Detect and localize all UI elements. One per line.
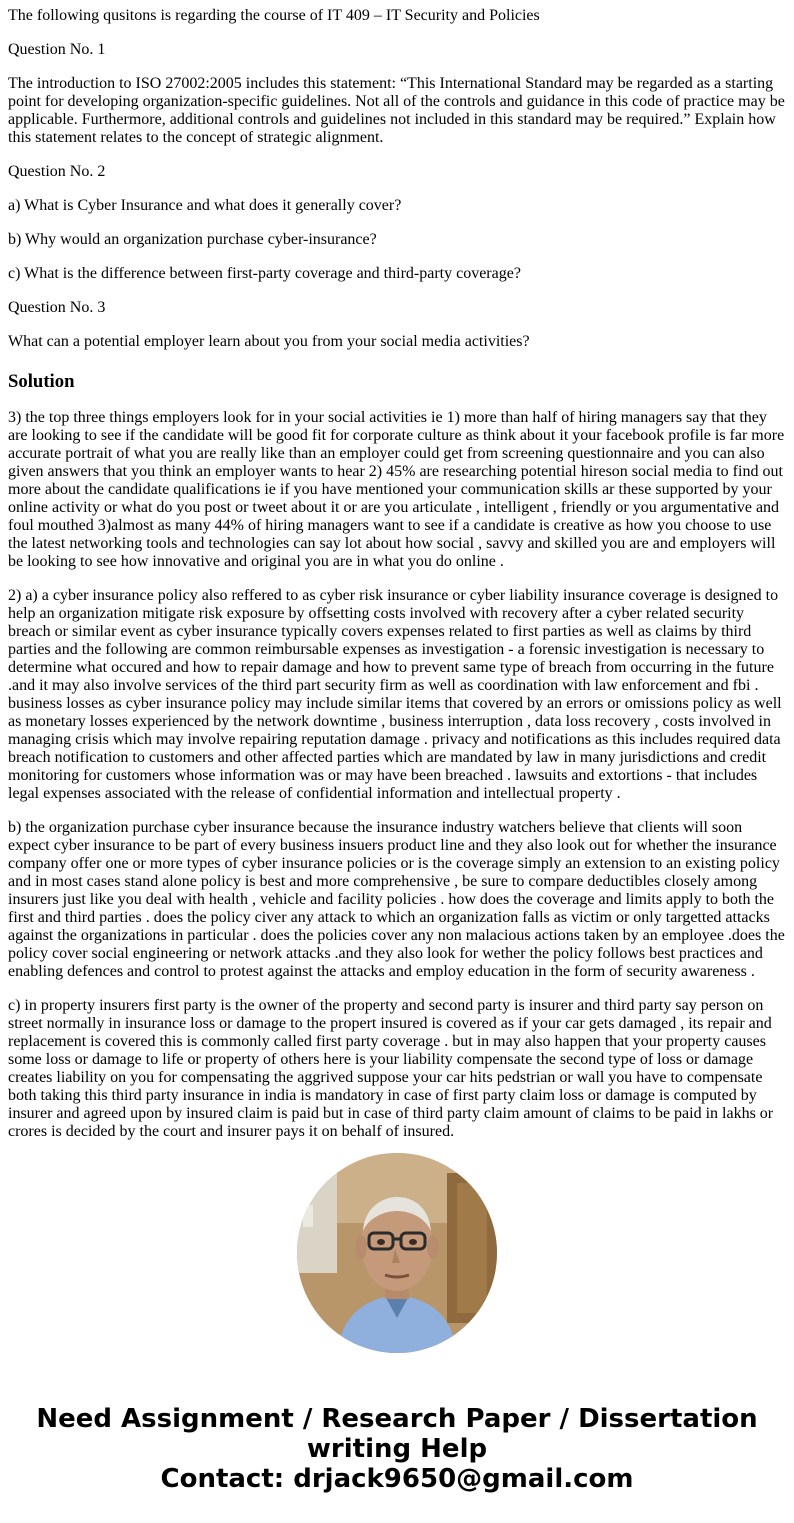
question-3-heading: Question No. 3: [8, 299, 106, 316]
solution-paragraph-4: c) in property insurers first party is the owner of the property and second party is insurer and third party say person on street normally in insurance loss or damage to the propert insured is covered as if your car gets damaged , its repair and replacement is covered this is commonly called first party coverage . but in may also happen that your property causes some loss or damage to life or property of others here is your liability compensate the second type of loss or damage creates liability on you for compensating the aggrived suppose your car hits pedstrian or wall you have to compensate both taking this third party insurance in india is mandatory in case of first party claim loss or damage is computed by insurer and agreed upon by insured claim is paid but in case of third party claim amount of claims to be paid in lakhs or crores is decided by the court and insurer pays it on behalf of insured.: [8, 997, 774, 1140]
question-2b: b) Why would an organization purchase cyber-insurance?: [8, 231, 377, 248]
solution-heading: Solution: [8, 371, 75, 392]
question-3-text: What can a potential employer learn about you from your social media activities?: [8, 333, 530, 350]
solution-paragraph-1: 3) the top three things employers look for in your social activities ie 1) more than half of hiring managers say that they are looking to see if the candidate will be good fit for corporate culture as think about it your facebook profile is far more accurate portrait of what you are really like than an employer could get from screening questionnaire and you can also given answers that you think an employer wants to hear 2) 45% are researching potential hireson social media to find out more about the candidate qualifications ie if you have mentioned your communication skills ar these supported by your online activity or what do you post or tweet about it or are you articulate , intelligent , friendly or you argumentative and foul mouthed 3)almost as many 44% of hiring managers want to see if a candidate is creative as how you choose to use the latest networking tools and technologies can say lot about how social , savvy and skilled you are and employers will be looking to see how innovative and original you are in what you do online .: [8, 409, 785, 570]
question-2-heading: Question No. 2: [8, 163, 106, 180]
question-2c: c) What is the difference between first-party coverage and third-party coverage?: [8, 265, 521, 282]
document-body: [8, 0, 786, 1337]
solution-paragraph-3: b) the organization purchase cyber insurance because the insurance industry watchers believe that clients will soon expect cyber insurance to be part of every business insuers product line and they also look out for whether the insurance company offer one or more types of cyber insurance policies or is the coverage simply an extension to an existing policy and in most cases stand alone policy is best and more comprehensive , be sure to compare deductibles closely among insurers just like you deal with health , vehicle and facility policies . how does the coverage and limits apply to both the first and third parties . does the policy civer any attack to which an organization falls as victim or only targetted attacks against the organizations in particular . does the policies cover any non malacious actions taken by an employee .does the policy cover social engineering or network attacks .and they also look for wether the policy follows best practices and enabling defences and control to protest against the attacks and employ education in the form of security awareness .: [8, 819, 785, 980]
question-1-heading: Question No. 1: [8, 41, 106, 58]
avatar-portrait-image: [297, 1153, 497, 1353]
footer-line-1: Need Assignment / Research Paper / Dissertation: [36, 1404, 758, 1434]
author-avatar: [297, 1153, 497, 1353]
question-2a: a) What is Cyber Insurance and what does it generally cover?: [8, 197, 402, 214]
course-intro: The following qusitons is regarding the course of IT 409 – IT Security and Policies: [8, 7, 540, 24]
footer-contact-banner: [0, 1404, 794, 1494]
question-1-text: The introduction to ISO 27002:2005 includes this statement: “This International Standard may be regarded as a starting point for developing organization-specific guidelines. Not all of the controls and guidance in this code of practice may be applicable. Furthermore, additional controls and guidelines not included in this standard may be required.” Explain how this statement relates to the concept of strategic alignment.: [8, 75, 785, 146]
footer-line-2: writing Help: [306, 1434, 488, 1464]
solution-paragraph-2: 2) a) a cyber insurance policy also reffered to as cyber risk insurance or cyber liability insurance coverage is designed to help an organization mitigate risk exposure by offsetting costs involved with recovery after a cyber related security breach or similar event as cyber insurance typically covers expenses related to first parties as well as claims by third parties and the following are common reimbursable expenses as investigation - a forensic investigation is necessary to determine what occured and how to repair damage and how to prevent same type of breach from occurring in the future .and it may also involve services of the third part security firm as well as coordination with law enforcement and fbi . business losses as cyber insurance policy may include similar items that covered by an errors or omissions policy as well as monetary losses experienced by the network downtime , business interruption , data loss recovery , costs involved in managing crisis which may involve repairing reputation damage . privacy and notifications as this includes required data breach notification to customers and other affected parties which are mandated by law in many jurisdictions and credit monitoring for customers whose information was or may have been breached . lawsuits and extortions - that includes legal expenses associated with the release of confidential information and intellectual property .: [8, 587, 782, 802]
footer-contact-email: Contact: drjack9650@gmail.com: [160, 1464, 634, 1494]
